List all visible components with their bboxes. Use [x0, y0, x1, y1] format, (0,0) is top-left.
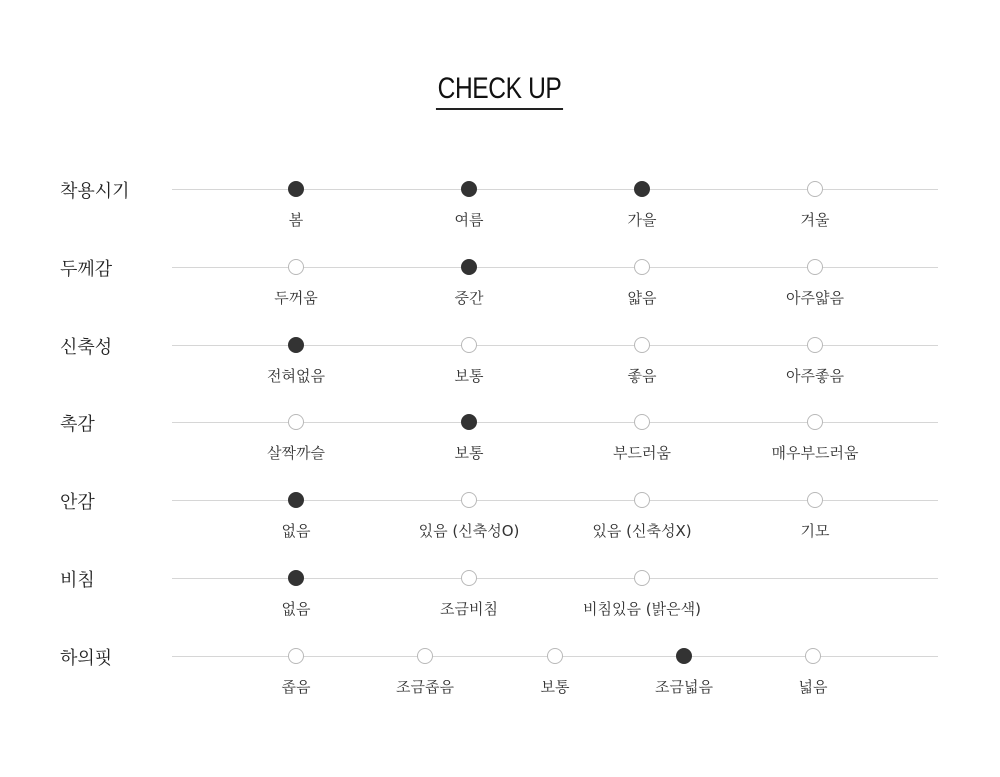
- option-label: 두꺼움: [274, 289, 318, 307]
- option-label: 없음: [281, 600, 311, 618]
- option-label: 있음 (신축성O): [418, 522, 520, 540]
- checkup-row: [0, 181, 1000, 249]
- checkup-row: [0, 648, 1000, 716]
- page-title: CHECK UP: [436, 72, 563, 110]
- unselected-dot-icon: [461, 570, 477, 586]
- row-divider-line: [172, 500, 938, 501]
- option-label: 중간: [454, 289, 484, 307]
- unselected-dot-icon: [634, 414, 650, 430]
- unselected-dot-icon: [634, 337, 650, 353]
- checkup-row: [0, 492, 1000, 560]
- unselected-dot-icon: [807, 259, 823, 275]
- unselected-dot-icon: [634, 259, 650, 275]
- option-label: 가을: [627, 211, 657, 229]
- unselected-dot-icon: [807, 414, 823, 430]
- row-label: 두께감: [60, 259, 113, 280]
- option-label: 살짝까슬: [267, 444, 325, 462]
- unselected-dot-icon: [634, 570, 650, 586]
- row-divider-line: [172, 578, 938, 579]
- checkup-row: [0, 337, 1000, 405]
- option-label: 봄: [288, 211, 304, 229]
- selected-dot-icon: [461, 259, 477, 275]
- selected-dot-icon: [288, 492, 304, 508]
- checkup-row: [0, 570, 1000, 638]
- option-label: 겨울: [800, 211, 830, 229]
- row-label: 촉감: [60, 414, 95, 435]
- unselected-dot-icon: [805, 648, 821, 664]
- row-label: 신축성: [60, 337, 113, 358]
- selected-dot-icon: [288, 570, 304, 586]
- option-label: 아주얇음: [786, 289, 844, 307]
- row-label: 착용시기: [60, 181, 130, 202]
- unselected-dot-icon: [288, 259, 304, 275]
- row-label: 하의핏: [60, 648, 113, 669]
- unselected-dot-icon: [417, 648, 433, 664]
- row-divider-line: [172, 267, 938, 268]
- option-label: 보통: [454, 367, 484, 385]
- unselected-dot-icon: [807, 492, 823, 508]
- option-label: 조금좁음: [396, 678, 454, 696]
- unselected-dot-icon: [461, 492, 477, 508]
- option-label: 아주좋음: [786, 367, 844, 385]
- unselected-dot-icon: [288, 648, 304, 664]
- row-divider-line: [172, 422, 938, 423]
- option-label: 넓음: [798, 678, 828, 696]
- selected-dot-icon: [676, 648, 692, 664]
- option-label: 조금비침: [440, 600, 498, 618]
- unselected-dot-icon: [461, 337, 477, 353]
- row-label: 비침: [60, 570, 95, 591]
- checkup-row: [0, 259, 1000, 327]
- row-label: 안감: [60, 492, 95, 513]
- unselected-dot-icon: [807, 337, 823, 353]
- selected-dot-icon: [288, 337, 304, 353]
- option-label: 좁음: [281, 678, 311, 696]
- option-label: 좋음: [627, 367, 657, 385]
- title-wrap: [0, 72, 1000, 110]
- option-label: 비침있음 (밝은색): [583, 600, 701, 618]
- row-divider-line: [172, 189, 938, 190]
- option-label: 얇음: [627, 289, 657, 307]
- selected-dot-icon: [461, 414, 477, 430]
- unselected-dot-icon: [807, 181, 823, 197]
- option-label: 부드러움: [613, 444, 671, 462]
- option-label: 보통: [540, 678, 570, 696]
- selected-dot-icon: [461, 181, 477, 197]
- option-label: 기모: [800, 522, 830, 540]
- unselected-dot-icon: [288, 414, 304, 430]
- option-label: 없음: [281, 522, 311, 540]
- option-label: 매우부드러움: [771, 444, 859, 462]
- checkup-row: [0, 414, 1000, 482]
- option-label: 있음 (신축성X): [592, 522, 692, 540]
- selected-dot-icon: [634, 181, 650, 197]
- option-label: 보통: [454, 444, 484, 462]
- selected-dot-icon: [288, 181, 304, 197]
- unselected-dot-icon: [634, 492, 650, 508]
- row-divider-line: [172, 345, 938, 346]
- unselected-dot-icon: [547, 648, 563, 664]
- option-label: 조금넓음: [655, 678, 713, 696]
- option-label: 여름: [454, 211, 484, 229]
- option-label: 전혀없음: [267, 367, 325, 385]
